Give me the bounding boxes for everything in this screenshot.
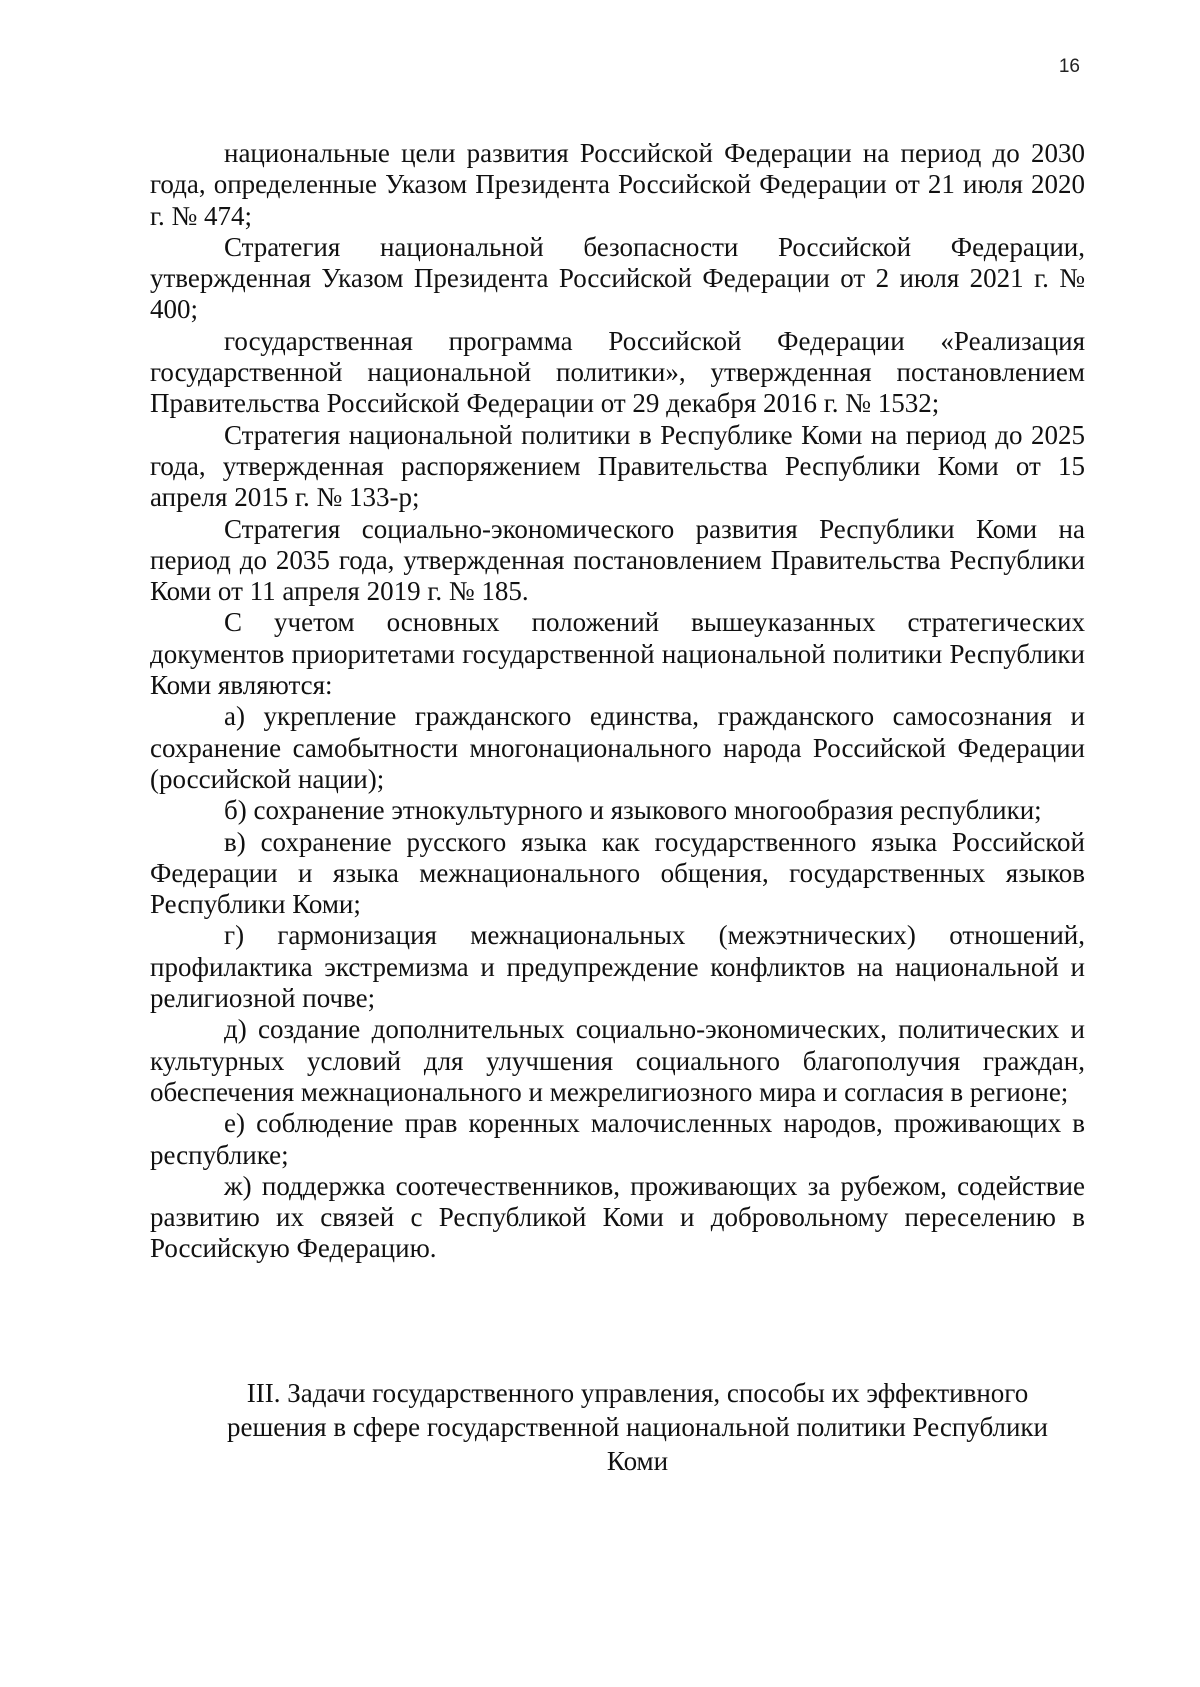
list-item-zh: ж) поддержка соотечественников, проживающих за рубежом, содействие развитию их связей с Республикой Коми и добровольному переселению в Российскую Федерацию.: [150, 1170, 1085, 1264]
paragraph-priorities-intro: С учетом основных положений вышеуказанных стратегических документов приоритетами государственной национальной политики Республики Коми являются:: [150, 607, 1085, 701]
section-heading: [150, 1376, 1085, 1478]
list-item-v: в) сохранение русского языка как государственного языка Российской Федерации и языка межнационального общения, государственных языков Республики Коми;: [150, 826, 1085, 920]
section-heading-line-2: решения в сфере государственной национальной политики Республики: [227, 1412, 1048, 1442]
section-heading-line-3: Коми: [606, 1446, 669, 1476]
paragraph-security-strategy: Стратегия национальной безопасности Российской Федерации, утвержденная Указом Президента Российской Федерации от 2 июля 2021 г. № 400;: [150, 231, 1085, 325]
paragraph-national-goals: национальные цели развития Российской Федерации на период до 2030 года, определенные Указом Президента Российской Федерации от 21 июля 2020 г. № 474;: [150, 138, 1085, 231]
paragraph-state-program: государственная программа Российской Федерации «Реализация государственной национальной политики», утвержденная постановлением Правительства Российской Федерации от 29 декабря 2016 г. № 1532;: [150, 325, 1085, 419]
list-item-a: а) укрепление гражданского единства, гражданского самосознания и сохранение самобытности многонационального народа Российской Федерации (российской нации);: [150, 701, 1085, 794]
page-number: 16: [1058, 56, 1080, 77]
paragraph-komi-socioeconomic-strategy: Стратегия социально-экономического развития Республики Коми на период до 2035 года, утвержденная постановлением Правительства Республики Коми от 11 апреля 2019 г. № 185.: [150, 513, 1085, 607]
document-body: [150, 138, 1085, 1265]
list-item-d: д) создание дополнительных социально-экономических, политических и культурных условий для улучшения социального благополучия граждан, обеспечения межнационального и межрелигиозного мира и согласия в регионе;: [150, 1014, 1085, 1107]
section-heading-line-1: III. Задачи государственного управления, способы их эффективного: [246, 1378, 1029, 1408]
list-item-e: е) соблюдение прав коренных малочисленных народов, проживающих в республике;: [150, 1108, 1085, 1170]
list-item-g: г) гармонизация межнациональных (межэтнических) отношений, профилактика экстремизма и предупреждение конфликтов на национальной и религиозной почве;: [150, 920, 1085, 1014]
list-item-b: б) сохранение этнокультурного и языкового многообразия республики;: [224, 795, 1042, 826]
paragraph-komi-national-policy-strategy: Стратегия национальной политики в Республике Коми на период до 2025 года, утвержденная распоряжением Правительства Республики Коми от 15 апреля 2015 г. № 133-р;: [150, 419, 1085, 513]
